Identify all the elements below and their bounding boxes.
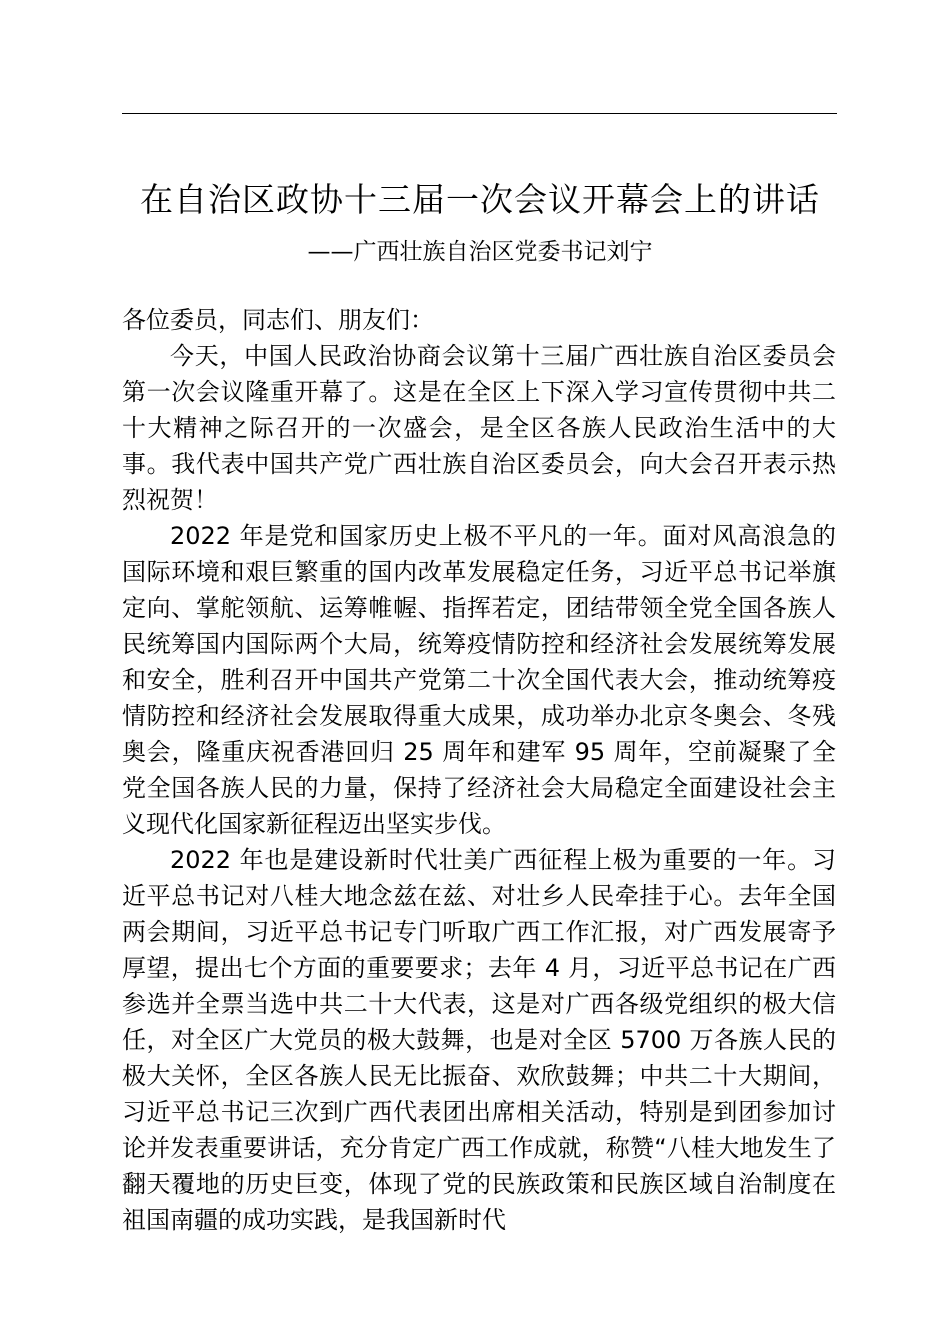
paragraph-2: 2022 年是党和国家历史上极不平凡的一年。面对风高浪急的国际环境和艰巨繁重的国内改革发展稳定任务，习近平总书记举旗定向、掌舵领航、运筹帷幄、指挥若定，团结带领全党全国各族人民统筹国内国际两个大局，统筹疫情防控和经济社会发展统筹发展和安全，胜利召开中国共产党第二十次全国代表大会，推动统筹疫情防控和经济社会发展取得重大成果，成功举办北京冬奥会、冬残奥会，隆重庆祝香港回归 25 周年和建军 95 周年，空前凝聚了全党全国各族人民的力量，保持了经济社会大局稳定全面建设社会主义现代化国家新征程迈出坚实步伐。: [122, 522, 836, 838]
paragraph-3: 2022 年也是建设新时代壮美广西征程上极为重要的一年。习近平总书记对八桂大地念兹在兹、对壮乡人民牵挂于心。去年全国两会期间，习近平总书记专门听取广西工作汇报，对广西发展寄予厚望，提出七个方面的重要要求；去年 4 月，习近平总书记在广西参选并全票当选中共二十大代表，这是对广西各级党组织的极大信任，对全区广大党员的极大鼓舞，也是对全区 5700 万各族人民的极大关怀，全区各族人民无比振奋、欢欣鼓舞；中共二十大期间，习近平总书记三次到广西代表团出席相关活动，特别是到团参加讨论并发表重要讲话，充分肯定广西工作成就，称赞“八桂大地发生了翻天覆地的历史巨变，体现了党的民族政策和民族区域自治制度在祖国南疆的成功实践，是我国新时代: [122, 846, 836, 1234]
document-subtitle: ——广西壮族自治区党委书记刘宁: [307, 239, 653, 265]
header-rule: [122, 113, 837, 114]
salutation: 各位委员，同志们、朋友们：: [122, 306, 434, 334]
document-title: 在自治区政协十三届一次会议开幕会上的讲话: [140, 180, 820, 219]
paragraph-1: 今天，中国人民政治协商会议第十三届广西壮族自治区委员会第一次会议隆重开幕了。这是在全区上下深入学习宣传贯彻中共二十大精神之际召开的一次盛会，是全区各族人民政治生活中的大事。我代表中国共产党广西壮族自治区委员会，向大会召开表示热烈祝贺！: [122, 342, 836, 514]
document-body: [122, 302, 836, 1238]
